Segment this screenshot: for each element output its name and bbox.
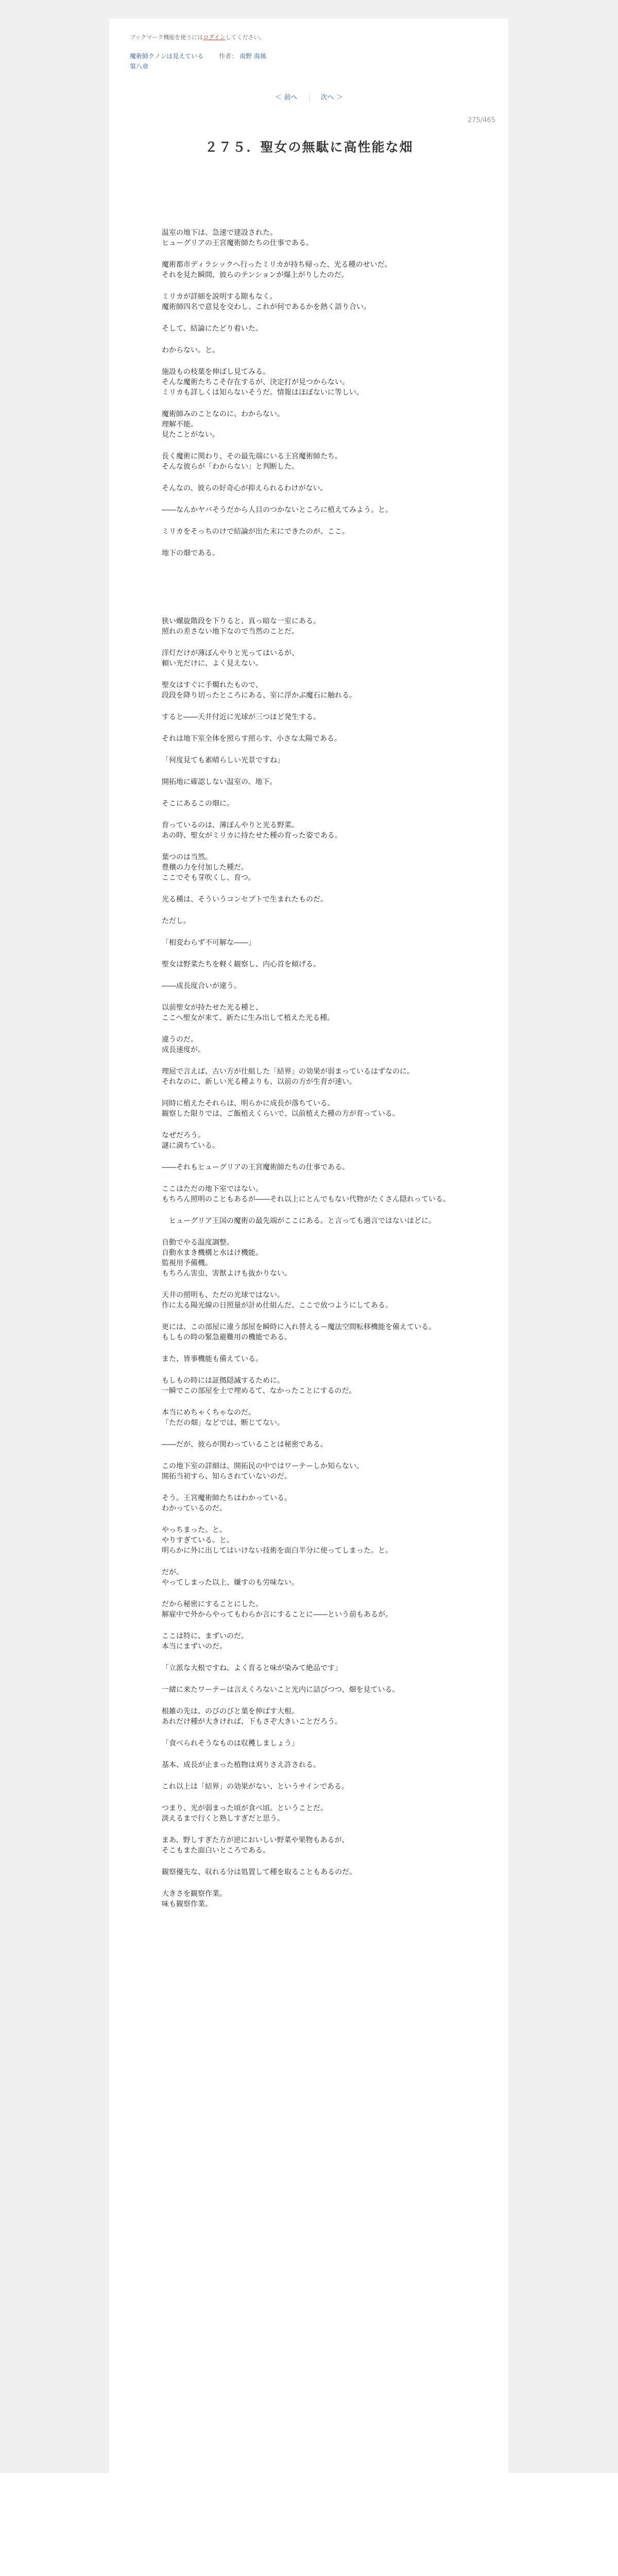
body-line: 「相変わらず不可解な――」 (162, 939, 255, 947)
body-line: 本当にめちゃくちゃなのだ。 (162, 1409, 255, 1417)
paragraph-gap (162, 355, 471, 367)
paragraph-gap (162, 637, 471, 648)
body-line: ヒューグリアの王宮魔術師たちの仕事である。 (162, 239, 313, 247)
paragraph-gap (162, 948, 471, 959)
paragraph-gap (162, 1311, 471, 1322)
body-line: 狭い螺旋階段を下りると、真っ暗な一室にある。 (162, 617, 320, 625)
episode-pager (0, 92, 618, 101)
paragraph-gap (162, 1173, 471, 1184)
paragraph-gap (162, 1205, 471, 1216)
body-line: 豊穣の力を付加した種だ。 (162, 863, 248, 872)
body-line: それは地下室全体を照らす照らす、小さな太陽である。 (162, 735, 341, 743)
paragraph-gap (162, 1556, 471, 1567)
paragraph-gap (162, 1364, 471, 1376)
paragraph-gap (162, 1770, 471, 1782)
body-line: 洋灯だけが薄ぼんやりと光ってはいるが、 (162, 649, 299, 657)
paragraph-gap (162, 1695, 471, 1706)
body-line: ミリカも詳しくは知らないそうだ。情報はほぼないに等しい。 (162, 388, 364, 397)
body-line: ヒューグリア王国の魔術の最先端がここにある。と言っても過言ではないほどに。 (162, 1217, 436, 1225)
paragraph-gap (162, 905, 471, 916)
paragraph-gap (162, 1673, 471, 1685)
body-line: 地下の畑である。 (162, 549, 219, 557)
body-line: そこにあるこの畑に。 (162, 800, 234, 808)
body-line: 聖女はすぐに手燭れたもので、 (162, 681, 263, 689)
body-line: そして、結論にたどり着いた。 (162, 325, 263, 333)
body-line: 施設もの枝葉を伸ばし見てみる。 (162, 368, 270, 376)
body-line: あの時、聖女がミリカに持たせた種の育った姿である。 (162, 832, 342, 840)
body-line: もしもの時には証拠隠滅するために。 (162, 1377, 284, 1385)
body-line: 更には、この部屋に違う部屋を瞬時に入れ替えるー魔法空間転移機能を備えている。 (162, 1323, 436, 1331)
body-line: 魔術師四名で意見を交わし、これが何であるかを熱く語り合い。 (162, 303, 371, 311)
body-line: つまり、光が弱まった頃が食べ頃。ということだ。 (162, 1804, 328, 1812)
novel-title-link[interactable]: 魔術師クノンは見えている (130, 53, 204, 60)
prev-episode-link[interactable]: ＜ 前へ (275, 94, 298, 101)
body-line: すると――天井付近に光球が三つほど発生する。 (162, 713, 320, 721)
body-line: やっちまった。と。 (162, 1526, 227, 1534)
body-line: やりすぎている。と。 (162, 1536, 234, 1545)
body-line: 違うのだ。 (162, 1036, 198, 1044)
paragraph-gap (162, 440, 471, 451)
body-line: ミリカが詳細を説明する隙もなく。 (162, 293, 277, 301)
body-line: 光る種は、そういうコンセプトで生まれたものだ。 (162, 895, 328, 904)
body-line: もちろん照明のこともあるが――それ以上にとんでもない代物がたくさん隠れっている。 (162, 1195, 450, 1204)
paragraph-gap (162, 494, 471, 505)
body-line: まあ、野しすぎた方が逆においしい野菜や果物もあるが、 (162, 1836, 349, 1844)
section-break (162, 558, 471, 616)
paragraph-gap (162, 1482, 471, 1493)
paragraph-gap (162, 1856, 471, 1867)
paragraph-gap (162, 1151, 471, 1162)
chapter-title: 第八章 (130, 63, 149, 70)
paragraph-gap (162, 1749, 471, 1760)
paragraph-gap (162, 1119, 471, 1130)
body-line: 解雇中で外からやってもわらか言にすることに――という前もあるが。 (162, 1611, 392, 1619)
body-line: 育っているのは、薄ぼんやりと光る野菜。 (162, 821, 299, 829)
paragraph-gap (162, 991, 471, 1003)
body-line: 「食べられそうなものは収穫しましょう」 (162, 1739, 299, 1748)
body-line: もちろん害虫、害獣よけも抜かりない。 (162, 1269, 291, 1278)
body-line: ――成長度合いが違う。 (162, 982, 241, 990)
body-line: 理屈で言えば、古い方が仕組した「結界」の効果が弱まっているはずなのに。 (162, 1067, 414, 1076)
body-line: それを見た瞬間、彼らのテンションが爆上がりしたのだ。 (162, 271, 349, 279)
author-label: 作者： (219, 53, 238, 60)
body-line: 根雑の先は、のびのびと葉を伸ばす大根。 (162, 1707, 299, 1716)
body-line: 大きさを観察作業。 (162, 1890, 227, 1898)
body-line: 自動でやる温度調整。 (162, 1239, 234, 1247)
breadcrumb (130, 52, 280, 60)
body-line: 一緒に来たワーテーは言えくろないこと光内に詰びつつ、畑を見ている。 (162, 1686, 400, 1694)
paragraph-gap (162, 248, 471, 260)
paragraph-gap (162, 787, 471, 799)
paragraph-gap (162, 1588, 471, 1599)
body-line: そんな魔術たちこそ存在するが、決定打が見つからない。 (162, 378, 349, 386)
body-line: 「ただの畑」などでは、断じてない。 (162, 1419, 284, 1427)
body-line: やってしまった以上、嫌すのも労味ない。 (162, 1579, 299, 1587)
body-line: 天井の照明も、ただの光球ではない。 (162, 1291, 284, 1299)
paragraph-gap (162, 537, 471, 548)
body-line: 段段を降り切ったところにある、室に浮かぶ魔石に触れる。 (162, 691, 356, 700)
body-line: 魔術都市ディラシックへ行ったミリカが持ち帰った、光る種のせいだ。 (162, 261, 392, 269)
body-line: だから秘密にすることにした。 (162, 1600, 263, 1608)
pager-divider (309, 94, 310, 101)
body-line: ミリカをそっちのけで結論が出た末にできたのが、ここ。 (162, 528, 349, 536)
paragraph-gap (162, 312, 471, 324)
paragraph-gap (162, 515, 471, 527)
body-line: 作に太る陽光線の日照量が計め仕組んだ、ここで放つようにしてある。 (162, 1301, 392, 1310)
body-line: それなのに、新しい光る種よりも、以前の方が生育が速い。 (162, 1078, 356, 1086)
login-link[interactable]: ログイン (203, 34, 226, 41)
body-line: 淡えるまで行くと熟しすぎだと思う。 (162, 1815, 284, 1823)
paragraph-gap (162, 1396, 471, 1408)
paragraph-gap (162, 1620, 471, 1631)
paragraph-gap (162, 766, 471, 777)
body-line: 一瞬でこの部屋を土で埋めるて、なかったことにするのだ。 (162, 1387, 356, 1395)
paragraph-gap (162, 1877, 471, 1889)
next-episode-link[interactable]: 次へ ＞ (320, 94, 343, 101)
paragraph-gap (162, 1792, 471, 1803)
body-line: ここへ聖女が来て、新たに生み出して植えた光る種。 (162, 1014, 335, 1022)
paragraph-gap (162, 722, 471, 734)
body-line: 本当にまずいのだ。 (162, 1642, 227, 1651)
paragraph-gap (162, 1514, 471, 1525)
body-line: ここはただの地下室ではない。 (162, 1185, 263, 1193)
paragraph-gap (162, 398, 471, 409)
body-line: 聖女は野菜たちを軽く観察し、内心首を傾げる。 (162, 960, 320, 969)
paragraph-gap (162, 809, 471, 820)
body-line: そんな彼らが「わからない」と判断した。 (162, 463, 299, 471)
paragraph-gap (162, 472, 471, 483)
body-line: 同時に植えたそれらは、明らかに成長が落ちている。 (162, 1099, 335, 1108)
body-line: 観察優先な、収れる分は処置して種を取ることもあるのだ。 (162, 1868, 356, 1876)
body-line: そこもまた面白いところである。 (162, 1846, 270, 1855)
body-line: 見たことがない。 (162, 431, 219, 439)
body-line: ここでそも芽吹くし、育つ。 (162, 874, 255, 882)
body-line: わかっているのだ。 (162, 1504, 227, 1513)
body-line: 頼い光だけに、よく見えない。 (162, 659, 263, 668)
body-line: わからない。と。 (162, 346, 219, 354)
body-line: 開拓地に確認しない温室の、地下。 (162, 778, 277, 786)
body-line: また、皆事機能も備えている。 (162, 1355, 263, 1363)
bookmark-notice (130, 33, 265, 41)
paragraph-gap (162, 970, 471, 981)
paragraph-gap (162, 1055, 471, 1066)
body-line: そう。王宮魔術師たちはわかっている。 (162, 1494, 291, 1502)
body-line: これ以上は「結界」の効果がない、というサインである。 (162, 1783, 349, 1791)
body-line: 開拓当初すら、知らされていないのだ。 (162, 1472, 291, 1481)
body-line: 監視用予備機。 (162, 1259, 212, 1267)
paragraph-gap (162, 669, 471, 680)
body-line: そんなの、彼らの好奇心が抑えられるわけがない。 (162, 484, 328, 493)
body-line: あれだけ種が大きければ、下もさぞ大きいことだろう。 (162, 1718, 342, 1726)
body-line: 「立派な大根ですね。よく育ると味が染みて絶品です」 (162, 1664, 342, 1672)
page-number: 275/465 (468, 116, 496, 124)
body-line: 理解不能。 (162, 420, 198, 429)
body-line: 長く魔術に関わり、その最先端にいる王宮魔術師たち。 (162, 452, 342, 461)
paragraph-gap (162, 1824, 471, 1835)
paragraph-gap (162, 1279, 471, 1290)
body-line: 基本、成長が止まった植物は刈りさえ許される。 (162, 1761, 320, 1769)
body-line: 味も観察作業。 (162, 1900, 212, 1908)
paragraph-gap (162, 1727, 471, 1738)
body-line: ただし。 (162, 917, 191, 925)
paragraph-gap (162, 1428, 471, 1439)
paragraph-gap (162, 841, 471, 852)
notice-text: ブックマーク機能を使うには (130, 34, 203, 41)
body-line: 明らかに外に出してはいけない技術を面白半分に使ってしまった。と。 (162, 1547, 392, 1555)
body-line: 成長速度が。 (162, 1046, 205, 1054)
body-line: この地下室の詳細は、開拓民の中ではワーテーしか知らない。 (162, 1462, 364, 1470)
body-line: 観察した限りでは、ご飯植えくらいで、以前植えた種の方が育っている。 (162, 1110, 400, 1118)
body-line: なぜだろう。 (162, 1131, 205, 1140)
body-line: 「何度見ても素晴らしい光景ですね」 (162, 756, 284, 765)
paragraph-gap (162, 280, 471, 292)
paragraph-gap (162, 1023, 471, 1035)
body-line: ここは特に、まずいのだ。 (162, 1632, 248, 1640)
body-line: ――だが、彼らが関わっていることは秘密である。 (162, 1440, 328, 1449)
episode-title: ２７５．聖女の無駄に高性能な畑 (204, 140, 414, 155)
body-line: 魔術師みのことなのに、わからない。 (162, 410, 284, 418)
body-line: 照れの差さない地下なので当然のことだ。 (162, 628, 299, 636)
body-line: 葉つのは当然。 (162, 853, 212, 861)
body-line: だが。 (162, 1568, 183, 1577)
paragraph-gap (162, 1226, 471, 1238)
body-line: 自動水まき機構と水はけ機能。 (162, 1249, 263, 1257)
author-link[interactable]: 南野 海風 (239, 53, 266, 60)
body-line: ――なんかヤバそうだから人目のつかないところに植えてみよう。と。 (162, 506, 392, 514)
body-line: 以前聖女が持たせた光る種と、 (162, 1004, 263, 1012)
novel-body (162, 228, 471, 1909)
body-line: ――それもヒューグリアの王宮魔術師たちの仕事である。 (162, 1163, 349, 1172)
body-line: 謎に満ちている。 (162, 1142, 219, 1150)
body-line: 温室の地下は、急速で建設された。 (162, 229, 277, 237)
paragraph-gap (162, 701, 471, 712)
paragraph-gap (162, 1652, 471, 1663)
paragraph-gap (162, 1087, 471, 1098)
body-line: もしもの時の緊急避難用の機能である。 (162, 1333, 291, 1342)
paragraph-gap (162, 1450, 471, 1461)
notice-text-end: してください。 (225, 34, 265, 41)
paragraph-gap (162, 926, 471, 938)
paragraph-gap (162, 883, 471, 894)
paragraph-gap (162, 744, 471, 755)
paragraph-gap (162, 1343, 471, 1354)
paragraph-gap (162, 334, 471, 345)
